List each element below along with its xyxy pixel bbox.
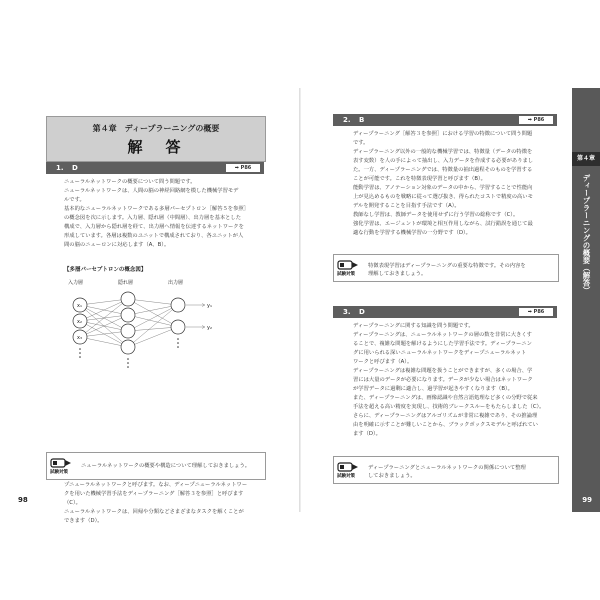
q2-line: 強化学習は、エージェントが環境と相互作用しながら、試行錯誤を通じて最 (353, 221, 533, 227)
page-number-left: 98 (18, 496, 28, 504)
q2-line: デルを開発することを目指す手法です（A）。 (353, 203, 460, 209)
multilayer-perceptron-diagram (66, 275, 236, 375)
q1-after-line: プニューラルネットワークと呼びます。なお、ディープニューラルネットワー (64, 482, 248, 488)
q3-line: 由を明確に示すことが難しいことから、ブラックボックスモデルと呼ばれてい (353, 422, 538, 428)
q2-line: た。一方、ディープラーニングでは、特徴量の抽出過程そのものを学習する (353, 167, 533, 173)
left-page (0, 88, 300, 524)
exam-tip-box (333, 456, 559, 484)
page-reference: ➡ P86 (519, 116, 553, 124)
q3-line: また、ディープラーニングは、画像認識や自然言語処理など多くの分野で従来 (353, 395, 538, 401)
exam-tip-text (368, 464, 526, 480)
q3-line: ディープラーニングは複雑な問題を扱うことができますが、多くの場合、学 (353, 368, 533, 374)
chapter-heading-box (46, 116, 266, 162)
tip-line: しておきましょう。 (368, 473, 416, 479)
q1-line: の概念図を次に示します。入力層、隠れ層（中間層）、出力層を基本とした (64, 215, 242, 221)
output-label: y₁ (207, 303, 212, 309)
layer-label: 隠れ層 (118, 280, 134, 286)
q3-line: ワークと呼びます（A）。 (353, 359, 413, 365)
page-reference: ➡ P86 (519, 308, 553, 316)
page-reference: ➡ P86 (226, 164, 260, 172)
exam-tip-label: 試験対策 (50, 470, 68, 475)
question-number: 3. (343, 308, 351, 316)
q1-line: ニューラルネットワークは、人間の脳の神経回路網を模した機械学習モデ (64, 188, 239, 194)
answer-letter: D (72, 164, 78, 172)
exam-tip-text (368, 262, 526, 278)
question-number: 1. (56, 164, 64, 172)
input-label: x₂ (77, 319, 82, 325)
q1-line: 形成しています。各層は複数のユニットで構成されており、各ユニットが人 (64, 233, 244, 239)
q1-line: 基本的なニューラルネットワークである多層パーセプトロン［解答５を参照］ (64, 206, 249, 212)
tip-line: 特徴表現学習はディープラーニングの重要な特徴です。その内容を (368, 263, 526, 269)
right-page (301, 88, 600, 512)
q2-line: ことが可能です。これを特徴表現学習と呼びます（B）。 (353, 176, 486, 182)
q1-after-line: できます（D）。 (64, 518, 103, 524)
q1-explanation (64, 178, 268, 250)
question-number: 2. (343, 116, 351, 124)
exam-tip-text: ニューラルネットワークの概要や構造について理解しておきましょう。 (81, 463, 251, 469)
q2-line: 能動学習は、アノテーション対象のデータの中から、学習することで性能向 (353, 185, 533, 191)
q2-line: ディープラーニング以外の一般的な機械学習では、特徴量（データの特徴を (353, 149, 533, 155)
q2-line: です。 (353, 140, 369, 146)
side-tab-chapter: 第４章 (572, 152, 600, 166)
exam-tip-label: 試験対策 (337, 474, 355, 479)
hidden-node (121, 324, 135, 338)
input-label: x₃ (77, 335, 82, 341)
q2-line: 表す変数）を人の手によって抽出し、入力データを作成する必要がありまし (353, 158, 534, 164)
layer-label: 出力層 (168, 280, 184, 286)
q3-line: 手法を超える高い精度を実現し、技術的ブレークスルーをもたらしました（C）。 (353, 404, 545, 410)
q1-after-line: （C）。 (64, 500, 81, 506)
q3-line: が学習データに過剰に適合し、過学習が起きやすくなります（B）。 (353, 386, 513, 392)
q2-line: 教師なし学習は、教師データを使用せずに行う学習の総称です（C）。 (353, 212, 519, 218)
q2-explanation (353, 130, 561, 238)
chapter-title: 第４章 ディープラーニングの概要 (92, 124, 220, 133)
q1-line: ルです。 (64, 197, 85, 203)
answer-title: 解 答 (127, 138, 185, 156)
q1-line: 間の脳のニューロンに対応します（A、B）。 (64, 242, 170, 248)
exam-tip-box (333, 254, 559, 282)
tip-line: 理解しておきましょう。 (368, 271, 427, 277)
output-node (171, 320, 185, 334)
output-label: y₂ (207, 325, 212, 331)
exam-tip-label: 試験対策 (337, 272, 355, 277)
q3-line: さらに、ディープラーニングはアルゴリズムが非常に複雑であり、その推論理 (353, 413, 538, 419)
answer-letter: B (359, 116, 365, 124)
diagram-title: 【多層パーセプトロンの概念図】 (64, 267, 147, 273)
q2-line: 適な行動を学習する機械学習の一分野です（D）。 (353, 230, 471, 236)
q3-line: ディープラーニングは、ニューラルネットワークの層の数を非常に大きくす (353, 332, 532, 338)
q1-line: ニューラルネットワークの概要について問う問題です。 (64, 179, 196, 185)
q1-after-line: クを用いた機械学習手法をディープラーニング［解答３を参照］と呼びます (64, 491, 244, 497)
connections (80, 299, 205, 347)
q1-after-line: ニューラルネットワークは、回帰や分類などさまざまなタスクを解くことが (64, 509, 244, 515)
layer-label: 入力層 (68, 280, 84, 286)
q3-line: ディープラーニングに関する知識を問う問題です。 (353, 323, 474, 329)
q3-explanation (353, 322, 563, 439)
book-spread (0, 88, 600, 524)
page-number-right: 99 (582, 496, 592, 504)
answer-letter: D (359, 308, 365, 316)
tip-line: ディープラーニングとニューラルネットワークの関係について整理 (368, 465, 526, 471)
q2-line: 上が見込めるものを戦略に従って選び抜き、得られたコストで精度の高いモ (353, 194, 533, 200)
output-node (171, 298, 185, 312)
q3-line: ます（D）。 (353, 431, 381, 437)
q3-line: 習には大量のデータが必要になります。データが少ない場合はネットワーク (353, 377, 533, 383)
input-label: x₁ (77, 303, 82, 309)
question-3-bar (333, 306, 557, 318)
q3-line: グに用いられる深いニューラルネットワークをディープニューラルネット (353, 350, 527, 356)
q1-line: 構成で、入力層から隠れ層を経て、出力層へ情報を伝達するネットワークを (64, 224, 244, 230)
hidden-node (121, 292, 135, 306)
q2-line: ディープラーニング［解答３を参照］における学習の特徴について問う問題 (353, 131, 533, 137)
q3-line: ることで、複雑な問題を解けるようにした学習手法です。ディープラーニン (353, 341, 532, 347)
side-tab-text: ディープラーニングの概要（解答） (582, 174, 591, 294)
chapter-side-tab (572, 88, 600, 512)
exam-tip-box (46, 452, 266, 480)
question-1-bar (46, 162, 264, 174)
question-2-bar (333, 114, 557, 126)
hidden-node (121, 308, 135, 322)
hidden-node (121, 340, 135, 354)
q1-after-block (64, 472, 274, 526)
